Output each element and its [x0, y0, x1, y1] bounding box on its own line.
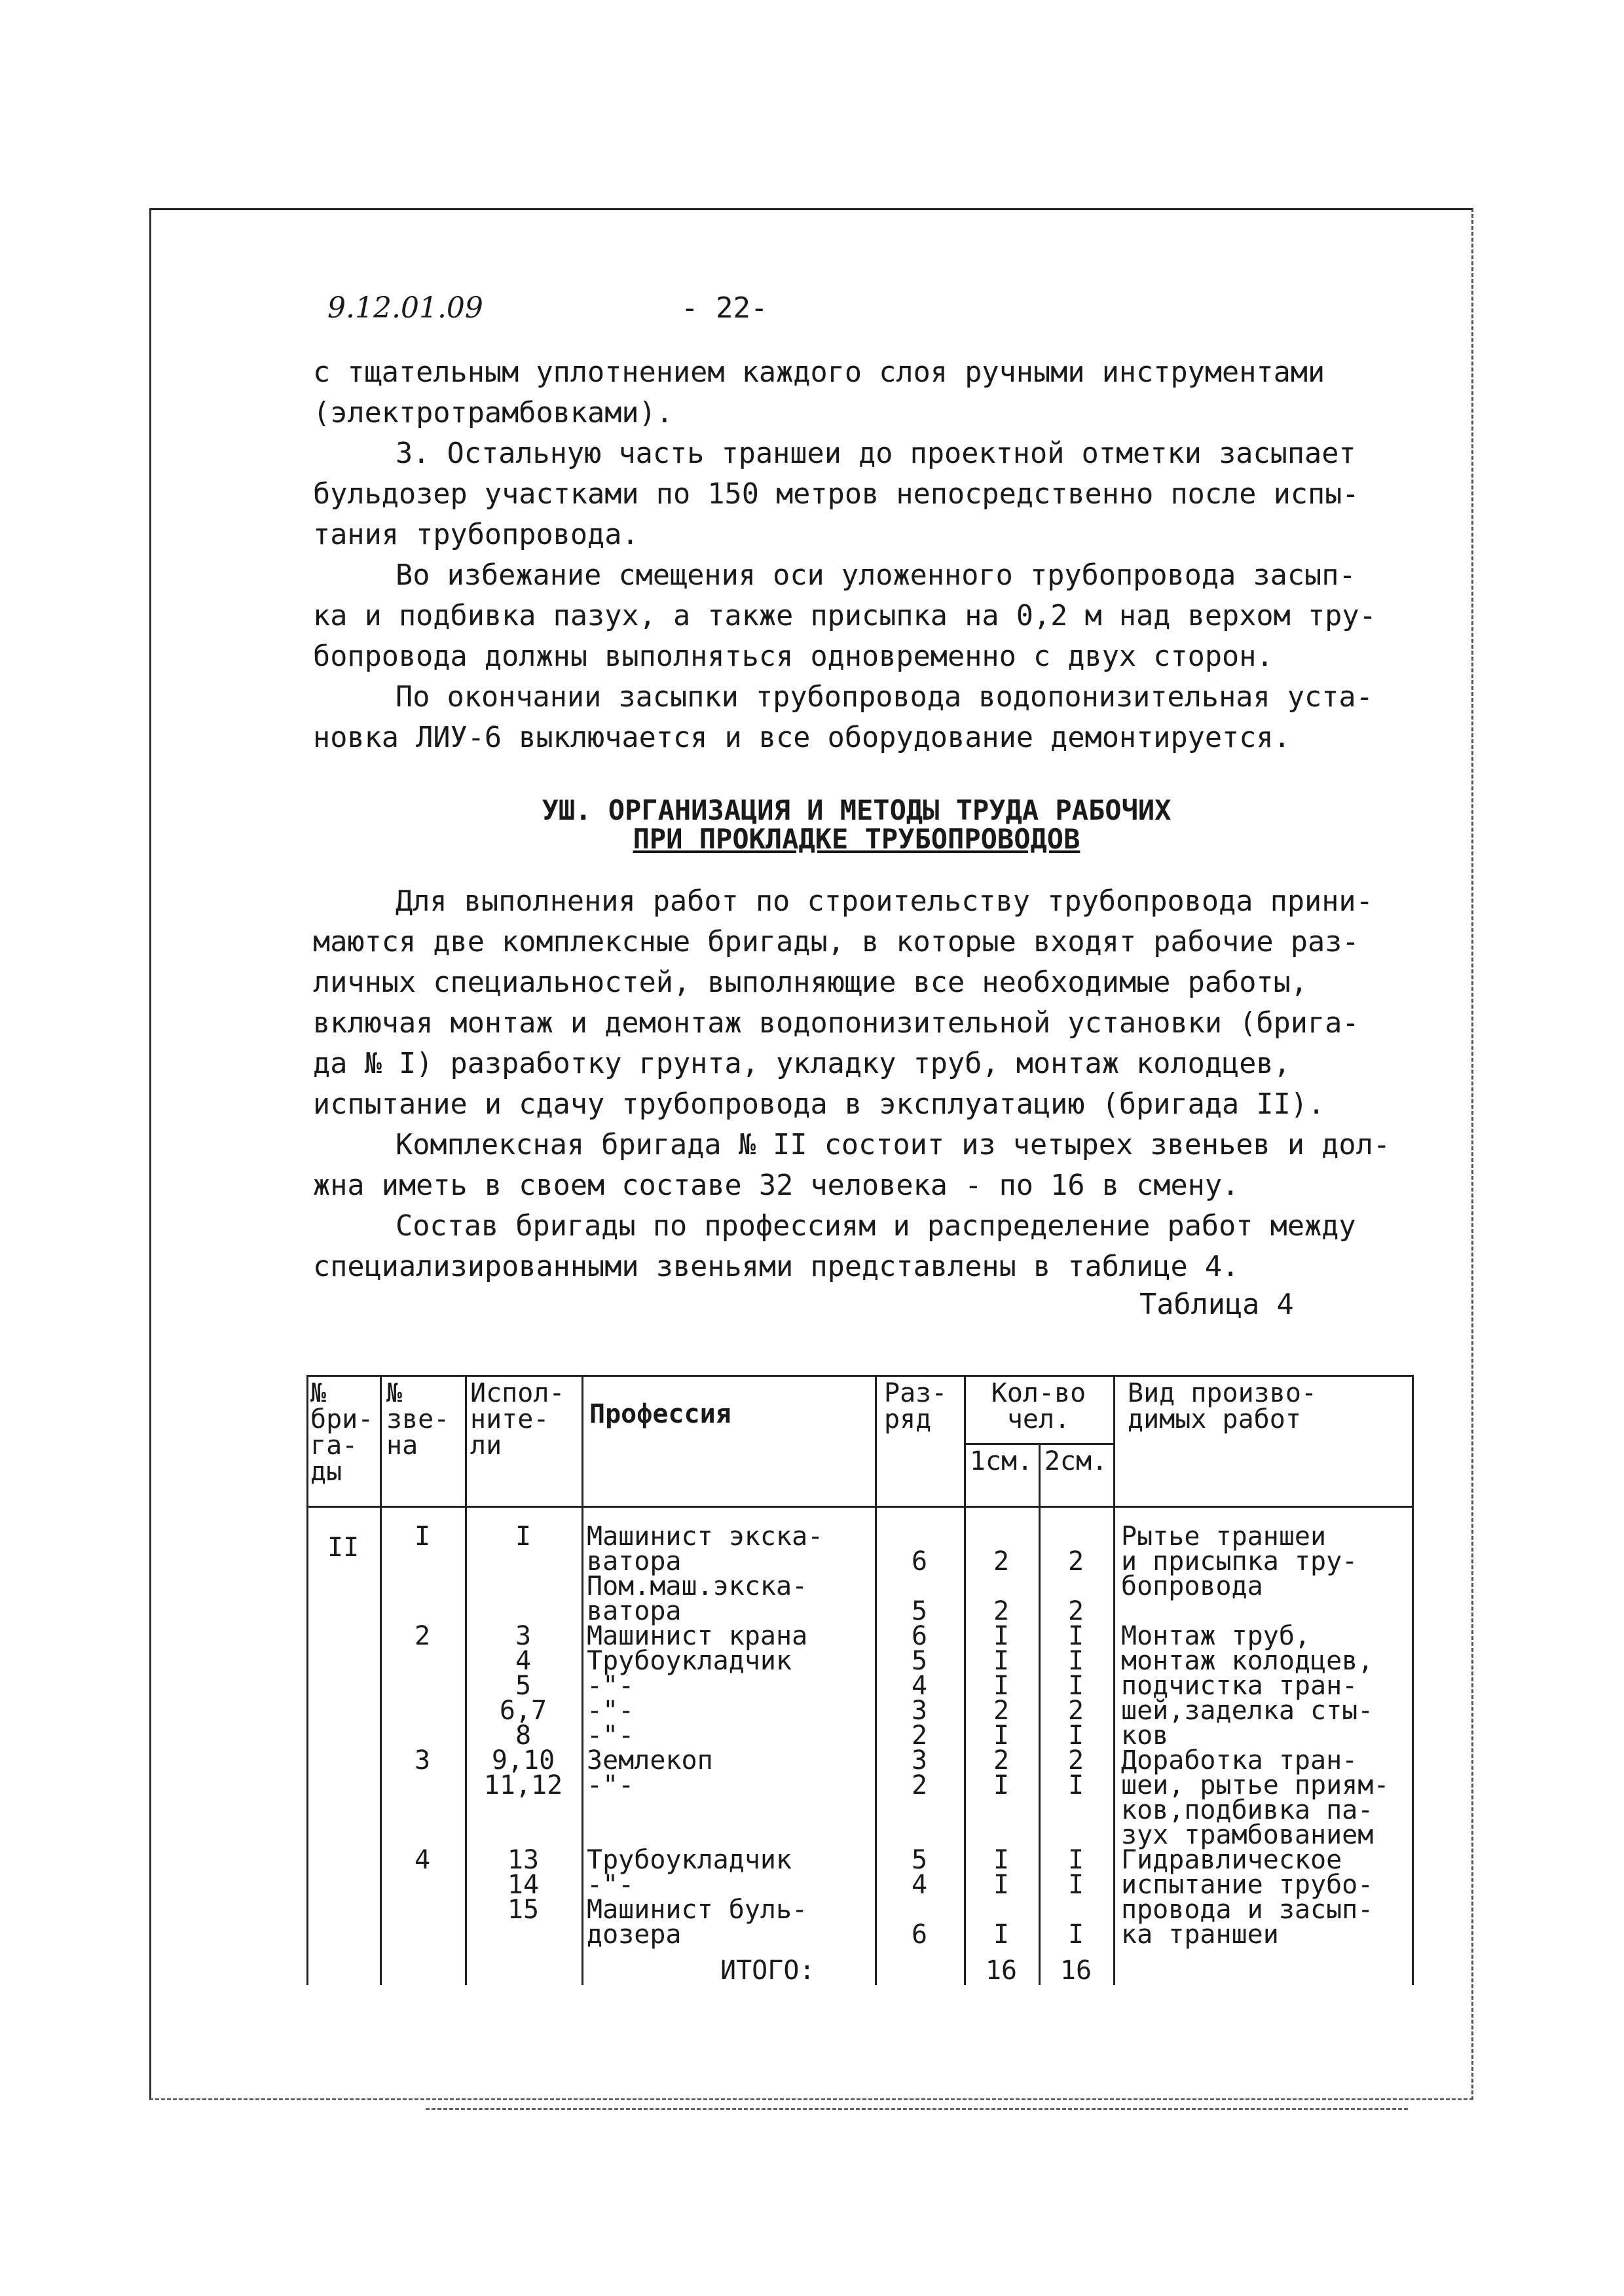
text-line: (электротрамбовками). — [313, 397, 673, 429]
header-performers: Испол- ните- ли — [470, 1378, 565, 1461]
cell-profession: Землекоп — [587, 1745, 713, 1776]
cell-shift-2: I — [1067, 1870, 1084, 1900]
cell-shift-1: I — [993, 1621, 1010, 1651]
cell-work-type: Гидравлическое — [1121, 1845, 1342, 1875]
text-line: бопровода должны выполняться одновременно с двух сторон. — [313, 640, 1274, 673]
cell-profession: -"- — [587, 1671, 635, 1701]
cell-shift-1: 2 — [993, 1696, 1010, 1726]
cell-profession: Пом.маш.экска- — [587, 1571, 808, 1601]
cell-profession: дозера — [587, 1920, 682, 1950]
table-col-line — [306, 1375, 308, 1985]
text-line: включая монтаж и демонтаж водопонизительной установки (брига- — [313, 1007, 1359, 1040]
cell-profession: Машинист крана — [587, 1621, 808, 1651]
cell-link: 4 — [414, 1845, 431, 1875]
cell-shift-1: I — [993, 1770, 1010, 1800]
text-line: По окончании засыпки трубопровода водопонизительная уста- — [396, 681, 1373, 714]
cell-grade: 5 — [911, 1596, 928, 1626]
text-line: ка и подбивка пазух, а также присыпка на 0,2 м над верхом тру- — [313, 600, 1376, 632]
cell-work-type: зух трамбованием — [1121, 1820, 1374, 1850]
total-label: ИТОГО: — [720, 1956, 815, 1986]
cell-shift-2: 2 — [1067, 1596, 1084, 1626]
cell-link: I — [414, 1522, 431, 1552]
cell-link: 2 — [414, 1621, 431, 1651]
cell-link: 3 — [414, 1745, 431, 1776]
cell-work-type: Рытье траншеи — [1121, 1522, 1327, 1552]
cell-work-type: шей,заделка сты- — [1121, 1696, 1374, 1726]
table-col-line — [581, 1375, 583, 1985]
header-shift-1: 1см. — [969, 1446, 1033, 1476]
header-work-type: Вид произво- димых работ — [1128, 1378, 1317, 1434]
staffing-table — [301, 1375, 1414, 1985]
table-col-line — [1412, 1375, 1414, 1985]
cell-profession: ватора — [587, 1546, 682, 1576]
section-heading-line-1: УШ. ОРГАНИЗАЦИЯ И МЕТОДЫ ТРУДА РАБОЧИХ — [542, 794, 1172, 826]
cell-work-type: ков — [1121, 1721, 1169, 1751]
table-col-line — [380, 1375, 382, 1985]
text-line: специализированными звеньями представлены в таблице 4. — [313, 1250, 1240, 1283]
cell-performer: 11,12 — [483, 1770, 563, 1800]
total-shift-1: 16 — [985, 1956, 1018, 1986]
section-heading — [313, 796, 1400, 854]
cell-performer: 3 — [515, 1621, 532, 1651]
bottom-divider — [426, 2108, 1408, 2110]
brigade-number: II — [327, 1533, 360, 1563]
page-header — [327, 291, 1441, 337]
cell-grade: 6 — [911, 1621, 928, 1651]
text-line: Во избежание смещения оси уложенного трубопровода засып- — [396, 559, 1356, 592]
cell-performer: 14 — [507, 1870, 540, 1900]
cell-grade: 6 — [911, 1920, 928, 1950]
cell-profession: Машинист экска- — [587, 1522, 824, 1552]
cell-shift-1: 2 — [993, 1546, 1010, 1576]
text-line: да № I) разработку грунта, укладку труб, монтаж колодцев, — [313, 1048, 1291, 1080]
cell-work-type: Доработка тран- — [1121, 1745, 1358, 1776]
cell-profession: ватора — [587, 1596, 682, 1626]
cell-shift-1: I — [993, 1721, 1010, 1751]
cell-shift-2: I — [1067, 1671, 1084, 1701]
cell-performer: 5 — [515, 1671, 532, 1701]
table-caption: Таблица 4 — [1139, 1288, 1294, 1321]
cell-performer: 6,7 — [499, 1696, 547, 1726]
cell-work-type: бопровода — [1121, 1571, 1263, 1601]
cell-grade: 3 — [911, 1696, 928, 1726]
cell-shift-1: I — [993, 1845, 1010, 1875]
text-line: тания трубопровода. — [313, 519, 639, 551]
text-line: бульдозер участками по 150 метров непосредственно после испы- — [313, 478, 1359, 511]
cell-work-type: ка траншеи — [1121, 1920, 1279, 1950]
header-shift-2: 2см. — [1044, 1446, 1108, 1476]
cell-grade: 2 — [911, 1770, 928, 1800]
cell-shift-1: 2 — [993, 1596, 1010, 1626]
cell-profession: Машинист буль- — [587, 1895, 808, 1925]
cell-shift-2: I — [1067, 1845, 1084, 1875]
text-line: личных специальностей, выполняющие все необходимые работы, — [313, 966, 1308, 999]
cell-shift-2: I — [1067, 1920, 1084, 1950]
cell-shift-1: I — [993, 1646, 1010, 1676]
text-line: жна иметь в своем составе 32 человека - по 16 в смену. — [313, 1169, 1240, 1202]
cell-shift-2: I — [1067, 1646, 1084, 1676]
cell-grade: 6 — [911, 1546, 928, 1576]
cell-shift-1: 2 — [993, 1745, 1010, 1776]
cell-performer: 15 — [507, 1895, 540, 1925]
cell-shift-2: I — [1067, 1621, 1084, 1651]
body-text-bottom — [313, 881, 1400, 1286]
cell-profession: -"- — [587, 1870, 635, 1900]
header-link: № зве- на — [386, 1378, 450, 1461]
header-count: Кол-во чел. — [991, 1378, 1086, 1434]
cell-grade: 2 — [911, 1721, 928, 1751]
header-grade: Раз- ряд — [884, 1378, 948, 1434]
cell-grade: 4 — [911, 1671, 928, 1701]
cell-work-type: ков,подбивка па- — [1121, 1795, 1374, 1825]
cell-shift-1: I — [993, 1870, 1010, 1900]
cell-shift-2: I — [1067, 1770, 1084, 1800]
document-code: 9.12.01.09 — [327, 291, 483, 325]
cell-profession: Трубоукладчик — [587, 1845, 792, 1875]
page-number: - 22- — [681, 291, 768, 325]
text-line: 3. Остальную часть траншеи до проектной отметки засыпает — [396, 437, 1356, 470]
cell-performer: I — [515, 1522, 532, 1552]
text-line: новка ЛИУ-6 выключается и все оборудование демонтируется. — [313, 721, 1291, 754]
body-text-top — [313, 352, 1400, 758]
cell-profession: Трубоукладчик — [587, 1646, 792, 1676]
cell-grade: 5 — [911, 1845, 928, 1875]
cell-profession: -"- — [587, 1770, 635, 1800]
text-line: Состав бригады по профессиям и распределение работ между — [396, 1210, 1356, 1243]
table-top-border — [306, 1375, 1413, 1377]
cell-performer: 8 — [515, 1721, 532, 1751]
cell-grade: 4 — [911, 1870, 928, 1900]
cell-shift-2: 2 — [1067, 1696, 1084, 1726]
text-line: Комплексная бригада № II состоит из четырех звеньев и дол- — [396, 1129, 1390, 1161]
table-header-bottom-border — [306, 1506, 1413, 1508]
cell-work-type: Монтаж труб, — [1121, 1621, 1310, 1651]
cell-shift-2: 2 — [1067, 1745, 1084, 1776]
cell-grade: 5 — [911, 1646, 928, 1676]
cell-shift-2: I — [1067, 1721, 1084, 1751]
cell-work-type: шеи, рытье приям- — [1121, 1770, 1390, 1800]
section-heading-line-2: ПРИ ПРОКЛАДКЕ ТРУБОПРОВОДОВ — [633, 823, 1080, 855]
cell-profession: -"- — [587, 1721, 635, 1751]
header-brigade: № бри- га- ды — [310, 1378, 374, 1487]
text-line: маются две комплексные бригады, в которые входят рабочие раз- — [313, 926, 1359, 958]
cell-work-type: испытание трубо- — [1121, 1870, 1374, 1900]
cell-grade: 3 — [911, 1745, 928, 1776]
cell-performer: 4 — [515, 1646, 532, 1676]
cell-work-type: и присыпка тру- — [1121, 1546, 1358, 1576]
text-line: с тщательным уплотнением каждого слоя ручными инструментами — [313, 356, 1325, 389]
cell-work-type: провода и засып- — [1121, 1895, 1374, 1925]
cell-performer: 9,10 — [491, 1745, 555, 1776]
cell-shift-2: 2 — [1067, 1546, 1084, 1576]
text-line: Для выполнения работ по строительству трубопровода прини- — [396, 885, 1373, 918]
cell-work-type: подчистка тран- — [1121, 1671, 1358, 1701]
text-line: испытание и сдачу трубопровода в эксплуатацию (бригада II). — [313, 1088, 1325, 1121]
cell-profession: -"- — [587, 1696, 635, 1726]
cell-performer: 13 — [507, 1845, 540, 1875]
table-col-line — [1113, 1375, 1115, 1985]
total-shift-2: 16 — [1060, 1956, 1092, 1986]
header-profession: Профессия — [589, 1399, 731, 1429]
cell-shift-1: I — [993, 1920, 1010, 1950]
cell-shift-1: I — [993, 1671, 1010, 1701]
cell-work-type: монтаж колодцев, — [1121, 1646, 1374, 1676]
